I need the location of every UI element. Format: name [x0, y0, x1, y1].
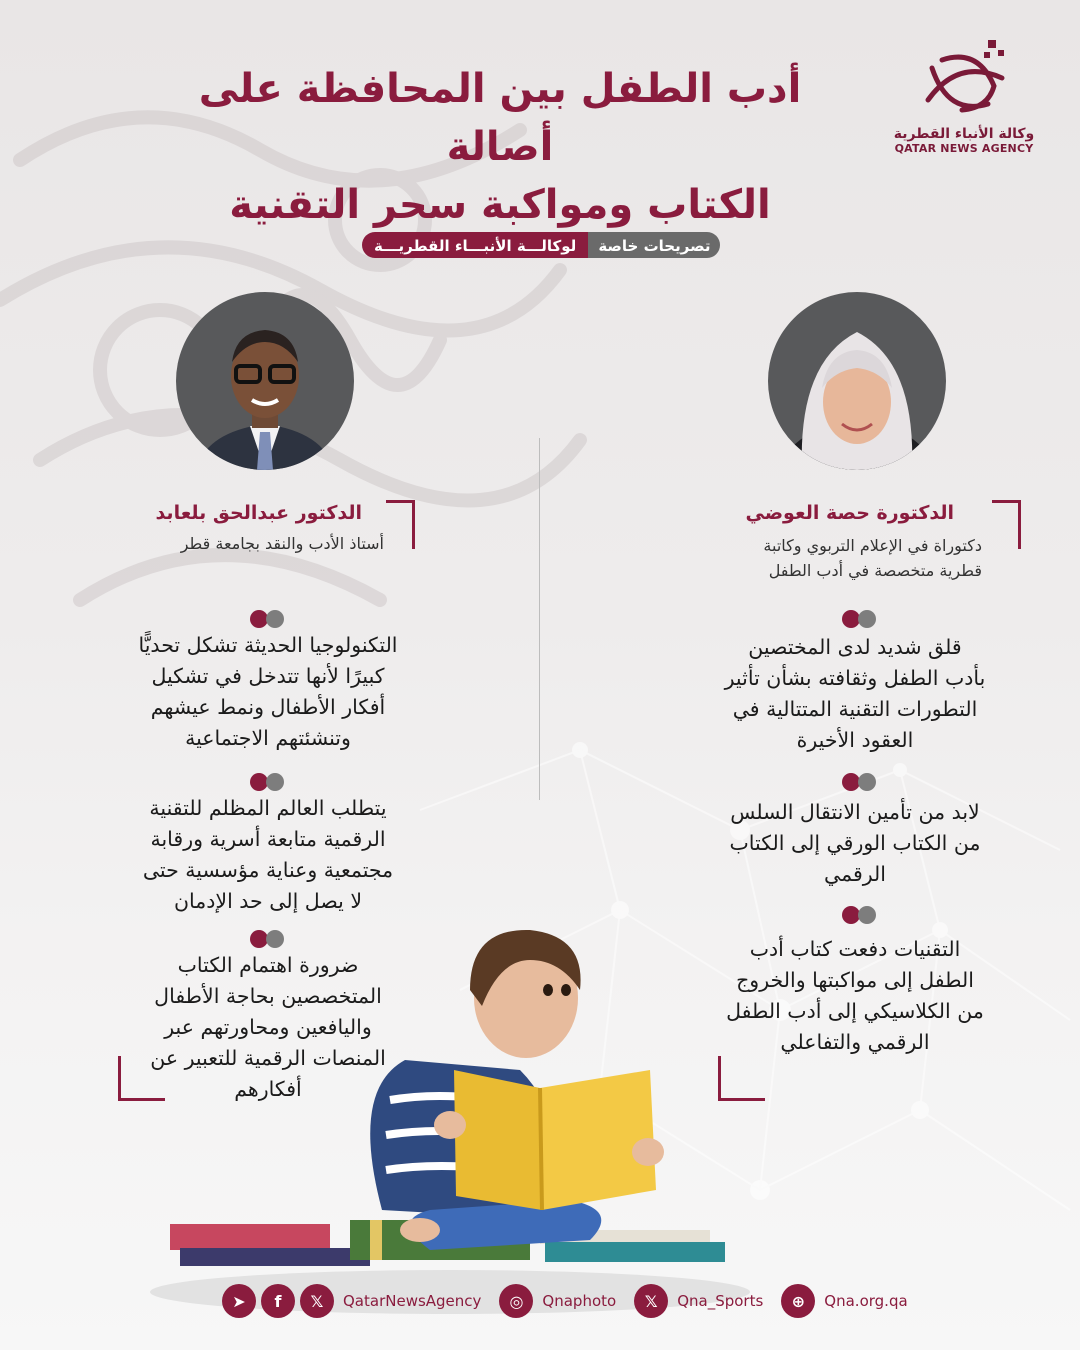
quote-left-3: ضرورة اهتمام الكتاب المتخصصين بحاجة الأطفال واليافعين ومحاورتهم عبر المنصات الرقمية للتعبير عن أفكارهم [150, 953, 386, 1101]
social-footer [222, 1284, 926, 1318]
name-bracket-right [992, 500, 1021, 549]
logo-english-text: QATAR NEWS AGENCY [894, 142, 1034, 155]
quote-left-2: يتطلب العالم المظلم للتقنية الرقمية متابعة أسرية ورقابة مجتمعية وعناية مؤسسية حتى لا يصل إلى حد الإدمان [142, 796, 394, 913]
facebook-icon[interactable]: f [261, 1284, 295, 1318]
handle-qatarnewsagency[interactable]: QatarNewsAgency [343, 1292, 482, 1310]
title-line-2: الكتاب ومواكبة سحر التقنية [229, 182, 771, 228]
telegram-icon[interactable]: ➤ [222, 1284, 256, 1318]
handle-qnaphoto[interactable]: Qnaphoto [542, 1292, 617, 1310]
tag-part-1: تصريحات خاصة [588, 232, 720, 258]
quote-right-3: التقنيات دفعت كتاب أدب الطفل إلى مواكبتها والخروج من الكلاسيكي إلى أدب الطفل الرقمي والتفاعلي [726, 937, 984, 1054]
expert-name-right: الدكتورة حصة العوضي [745, 502, 954, 524]
child-reading-illustration [150, 920, 750, 1320]
bullet-dots-icon [842, 906, 876, 924]
website-link[interactable]: Qna.org.qa [824, 1292, 908, 1310]
expert-role-right: دكتوراة في الإعلام التربوي وكاتبة قطرية متخصصة في أدب الطفل [763, 536, 982, 580]
qna-logo [884, 38, 1044, 155]
bullet-dots-icon [250, 773, 284, 791]
quote-right-2: لابد من تأمين الانتقال السلس من الكتاب الورقي إلى الكتاب الرقمي [729, 800, 981, 886]
bullet-dots-icon [250, 610, 284, 628]
x-icon[interactable]: 𝕏 [300, 1284, 334, 1318]
title-line-1: أدب الطفل بين المحافظة على أصالة [198, 66, 802, 170]
quote-right-1: قلق شديد لدى المختصين بأدب الطفل وثقافته بشأن تأثير التطورات التقنية المتتالية في العقود الأخيرة [724, 635, 986, 752]
x-icon[interactable]: 𝕏 [634, 1284, 668, 1318]
quote-left-1: التكنولوجيا الحديثة تشكل تحديًّا كبيرًا لأنها تتدخل في تشكيل أفكار الأطفال ونمط عيشهم وتنشئتهم الاجتماعية [138, 633, 398, 750]
portrait-hessa-alawadhi [768, 292, 946, 470]
logo-arabic-text: وكالة الأنباء القطرية [893, 126, 1035, 142]
bullet-dots-icon [842, 610, 876, 628]
expert-role-left: أستاذ الأدب والنقد بجامعة قطر [180, 534, 384, 553]
bullet-dots-icon [842, 773, 876, 791]
portrait-abdelhak-belabed [176, 292, 354, 470]
instagram-icon[interactable]: ◎ [499, 1284, 533, 1318]
exclusive-statements-tag [362, 232, 720, 258]
handle-qna-sports[interactable]: Qna_Sports [677, 1292, 764, 1310]
tag-part-2: لوكالـــة الأنبـــاء القطريـــة [362, 232, 588, 258]
column-divider [539, 438, 540, 800]
qna-emblem-icon [918, 38, 1010, 124]
expert-name-left: الدكتور عبدالحق بلعابد [155, 502, 362, 524]
page-title [140, 60, 860, 234]
globe-icon[interactable]: ⊕ [781, 1284, 815, 1318]
name-bracket-left [386, 500, 415, 549]
